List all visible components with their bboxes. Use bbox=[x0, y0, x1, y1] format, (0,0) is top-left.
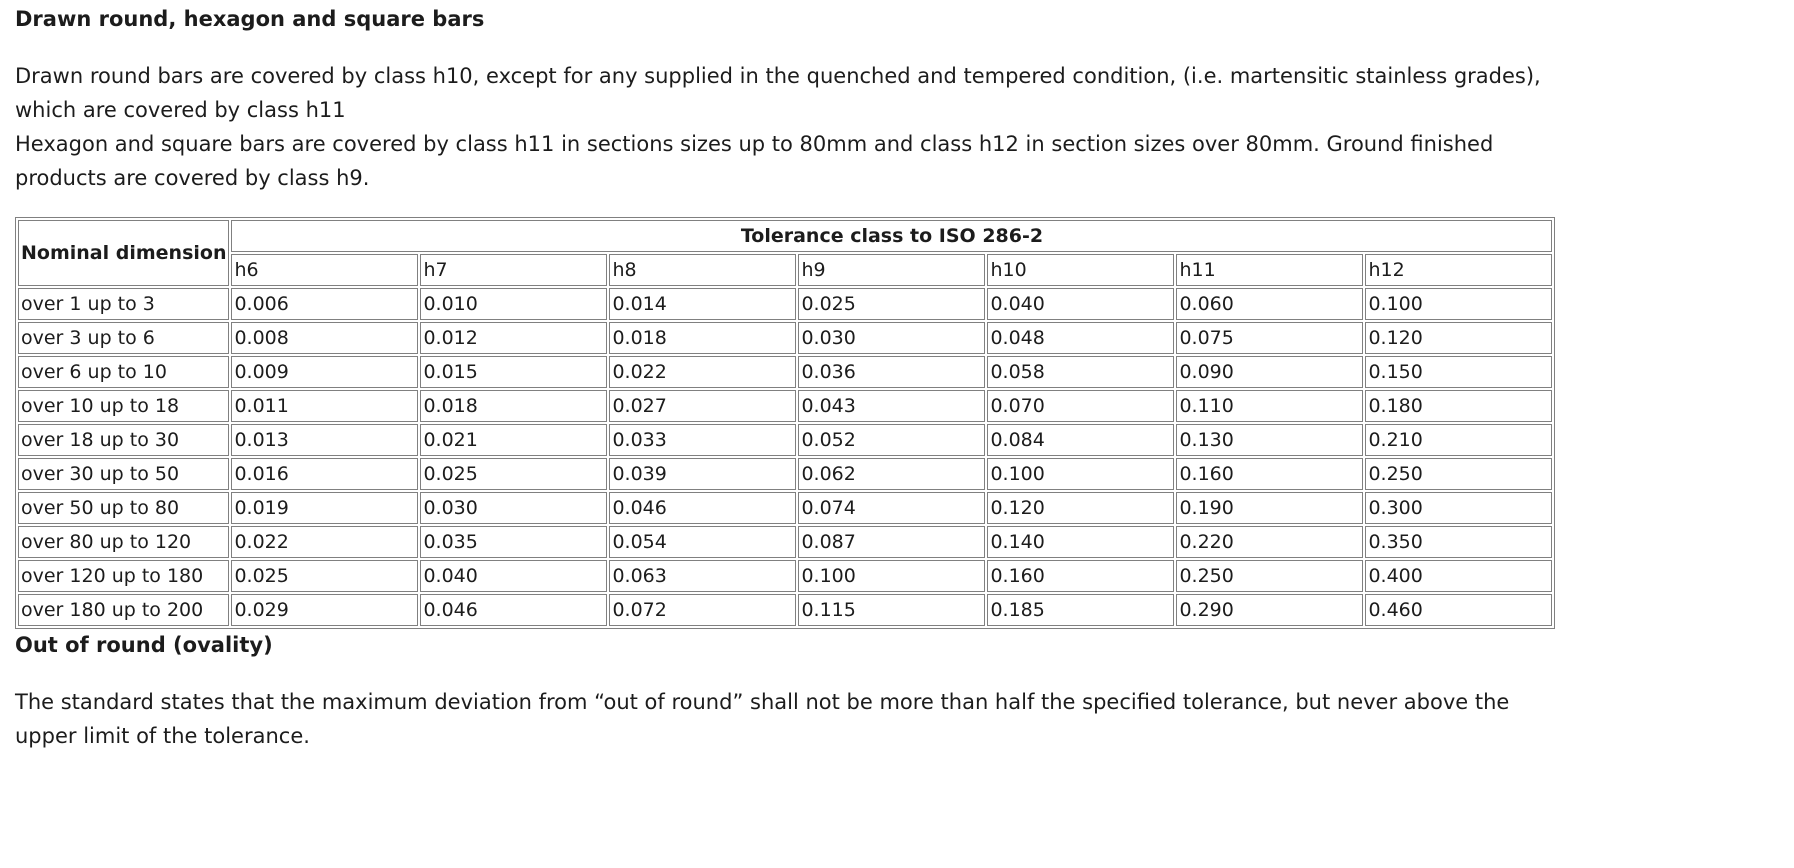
tolerance-value-cell: 0.043 bbox=[798, 390, 985, 422]
out-of-round-paragraph bbox=[15, 685, 1775, 753]
table-row bbox=[18, 594, 1552, 626]
table-row bbox=[18, 288, 1552, 320]
tolerance-value-cell: 0.460 bbox=[1365, 594, 1552, 626]
tolerance-table bbox=[15, 217, 1555, 629]
tolerance-value-cell: 0.120 bbox=[1365, 322, 1552, 354]
table-row bbox=[18, 492, 1552, 524]
tolerance-value-cell: 0.022 bbox=[609, 356, 796, 388]
table-row bbox=[18, 322, 1552, 354]
tolerance-value-cell: 0.012 bbox=[420, 322, 607, 354]
tolerance-value-cell: 0.029 bbox=[231, 594, 418, 626]
tolerance-value-cell: 0.060 bbox=[1176, 288, 1363, 320]
paragraph-line: products are covered by class h9. bbox=[15, 166, 370, 190]
tolerance-value-cell: 0.087 bbox=[798, 526, 985, 558]
tolerance-value-cell: 0.350 bbox=[1365, 526, 1552, 558]
class-header-h9: h9 bbox=[798, 254, 985, 286]
paragraph-line: upper limit of the tolerance. bbox=[15, 724, 310, 748]
tolerance-value-cell: 0.025 bbox=[798, 288, 985, 320]
tolerance-value-cell: 0.035 bbox=[420, 526, 607, 558]
nominal-dimension-cell: over 10 up to 18 bbox=[18, 390, 229, 422]
tolerance-value-cell: 0.115 bbox=[798, 594, 985, 626]
nominal-dimension-cell: over 120 up to 180 bbox=[18, 560, 229, 592]
class-header-h11: h11 bbox=[1176, 254, 1363, 286]
tolerance-value-cell: 0.210 bbox=[1365, 424, 1552, 456]
tolerance-value-cell: 0.063 bbox=[609, 560, 796, 592]
nominal-dimension-cell: over 1 up to 3 bbox=[18, 288, 229, 320]
table-header-row bbox=[18, 220, 1552, 252]
tolerance-value-cell: 0.300 bbox=[1365, 492, 1552, 524]
tolerance-value-cell: 0.062 bbox=[798, 458, 985, 490]
tolerance-class-row bbox=[18, 254, 1552, 286]
tolerance-value-cell: 0.190 bbox=[1176, 492, 1363, 524]
tolerance-value-cell: 0.070 bbox=[987, 390, 1174, 422]
tolerance-value-cell: 0.150 bbox=[1365, 356, 1552, 388]
paragraph-line: The standard states that the maximum deviation from “out of round” shall not be more than half the specified tolerance, but never above the bbox=[15, 690, 1510, 714]
tolerance-value-cell: 0.046 bbox=[420, 594, 607, 626]
tolerance-value-cell: 0.052 bbox=[798, 424, 985, 456]
tolerance-value-cell: 0.160 bbox=[1176, 458, 1363, 490]
tolerance-value-cell: 0.140 bbox=[987, 526, 1174, 558]
tolerance-value-cell: 0.048 bbox=[987, 322, 1174, 354]
tolerance-value-cell: 0.400 bbox=[1365, 560, 1552, 592]
tolerance-value-cell: 0.054 bbox=[609, 526, 796, 558]
tolerance-value-cell: 0.040 bbox=[420, 560, 607, 592]
tolerance-value-cell: 0.160 bbox=[987, 560, 1174, 592]
tolerance-value-cell: 0.100 bbox=[1365, 288, 1552, 320]
nominal-dimension-cell: over 50 up to 80 bbox=[18, 492, 229, 524]
tolerance-value-cell: 0.290 bbox=[1176, 594, 1363, 626]
nominal-dimension-cell: over 30 up to 50 bbox=[18, 458, 229, 490]
class-header-h10: h10 bbox=[987, 254, 1174, 286]
section-title-drawn-bars: Drawn round, hexagon and square bars bbox=[15, 7, 485, 31]
tolerance-value-cell: 0.110 bbox=[1176, 390, 1363, 422]
tolerance-value-cell: 0.025 bbox=[231, 560, 418, 592]
tolerance-value-cell: 0.100 bbox=[798, 560, 985, 592]
tolerance-value-cell: 0.058 bbox=[987, 356, 1174, 388]
nominal-dimension-cell: over 6 up to 10 bbox=[18, 356, 229, 388]
tolerance-value-cell: 0.033 bbox=[609, 424, 796, 456]
class-header-h7: h7 bbox=[420, 254, 607, 286]
tolerance-value-cell: 0.046 bbox=[609, 492, 796, 524]
tolerance-value-cell: 0.006 bbox=[231, 288, 418, 320]
table-row bbox=[18, 390, 1552, 422]
nominal-dimension-cell: over 18 up to 30 bbox=[18, 424, 229, 456]
table-row bbox=[18, 356, 1552, 388]
tolerance-value-cell: 0.011 bbox=[231, 390, 418, 422]
tolerance-value-cell: 0.022 bbox=[231, 526, 418, 558]
nominal-dimension-cell: over 3 up to 6 bbox=[18, 322, 229, 354]
tolerance-value-cell: 0.090 bbox=[1176, 356, 1363, 388]
tolerance-value-cell: 0.130 bbox=[1176, 424, 1363, 456]
tolerance-value-cell: 0.027 bbox=[609, 390, 796, 422]
class-header-h6: h6 bbox=[231, 254, 418, 286]
tolerance-value-cell: 0.030 bbox=[798, 322, 985, 354]
paragraph-line: Drawn round bars are covered by class h10, except for any supplied in the quenched and tempered condition, (i.e. martensitic stainless grades), bbox=[15, 64, 1541, 88]
drawn-bars-paragraph bbox=[15, 59, 1775, 195]
tolerance-value-cell: 0.040 bbox=[987, 288, 1174, 320]
tolerance-table-body bbox=[18, 288, 1552, 626]
tolerance-value-cell: 0.010 bbox=[420, 288, 607, 320]
class-header-h8: h8 bbox=[609, 254, 796, 286]
table-row bbox=[18, 424, 1552, 456]
nominal-dimension-header: Nominal dimension bbox=[18, 220, 229, 286]
nominal-dimension-cell: over 80 up to 120 bbox=[18, 526, 229, 558]
table-row bbox=[18, 526, 1552, 558]
nominal-dimension-cell: over 180 up to 200 bbox=[18, 594, 229, 626]
tolerance-value-cell: 0.036 bbox=[798, 356, 985, 388]
tolerance-value-cell: 0.250 bbox=[1176, 560, 1363, 592]
tolerance-value-cell: 0.185 bbox=[987, 594, 1174, 626]
tolerance-value-cell: 0.015 bbox=[420, 356, 607, 388]
tolerance-value-cell: 0.018 bbox=[420, 390, 607, 422]
tolerance-value-cell: 0.180 bbox=[1365, 390, 1552, 422]
tolerance-value-cell: 0.100 bbox=[987, 458, 1174, 490]
tolerance-value-cell: 0.084 bbox=[987, 424, 1174, 456]
tolerance-value-cell: 0.074 bbox=[798, 492, 985, 524]
tolerance-value-cell: 0.016 bbox=[231, 458, 418, 490]
tolerance-value-cell: 0.120 bbox=[987, 492, 1174, 524]
tolerance-value-cell: 0.019 bbox=[231, 492, 418, 524]
tolerance-class-header: Tolerance class to ISO 286-2 bbox=[231, 220, 1552, 252]
tolerance-value-cell: 0.021 bbox=[420, 424, 607, 456]
table-row bbox=[18, 458, 1552, 490]
tolerance-value-cell: 0.025 bbox=[420, 458, 607, 490]
tolerance-value-cell: 0.018 bbox=[609, 322, 796, 354]
paragraph-line: which are covered by class h11 bbox=[15, 98, 346, 122]
tolerance-value-cell: 0.072 bbox=[609, 594, 796, 626]
class-header-h12: h12 bbox=[1365, 254, 1552, 286]
tolerance-value-cell: 0.014 bbox=[609, 288, 796, 320]
tolerance-value-cell: 0.030 bbox=[420, 492, 607, 524]
tolerance-value-cell: 0.008 bbox=[231, 322, 418, 354]
tolerance-value-cell: 0.009 bbox=[231, 356, 418, 388]
tolerance-value-cell: 0.013 bbox=[231, 424, 418, 456]
tolerance-value-cell: 0.039 bbox=[609, 458, 796, 490]
table-row bbox=[18, 560, 1552, 592]
paragraph-line: Hexagon and square bars are covered by class h11 in sections sizes up to 80mm and class h12 in section sizes over 80mm. Ground finished bbox=[15, 132, 1494, 156]
tolerance-value-cell: 0.220 bbox=[1176, 526, 1363, 558]
tolerance-value-cell: 0.075 bbox=[1176, 322, 1363, 354]
section-title-out-of-round: Out of round (ovality) bbox=[15, 633, 273, 657]
tolerance-value-cell: 0.250 bbox=[1365, 458, 1552, 490]
